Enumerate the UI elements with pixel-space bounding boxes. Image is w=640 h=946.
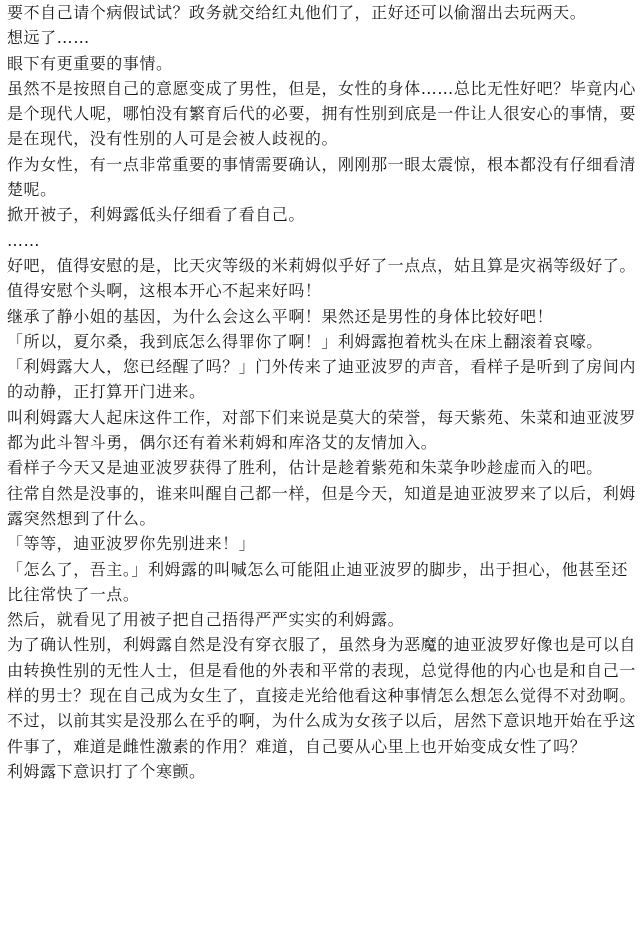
paragraph-1: 要不自己请个病假试试？政务就交给红丸他们了，正好还可以偷溜出去玩两天。 [7,3,587,22]
paragraph-5: 作为女性，有一点非常重要的事情需要确认，刚刚那一眼太震惊，根本都没有仔细看清楚呢。 [7,154,636,200]
paragraph-7: …… [7,230,41,250]
paragraph-20: 不过，以前其实是没那么在乎的啊，为什么成为女孩子以后，居然下意识地开始在乎这件事了，难道是雌性激素的作用？难道，自己要从心里上也开始变成女性了吗？ [7,711,636,756]
paragraph-18: 然后，就看见了用被子把自己捂得严严实实的利姆露。 [7,610,405,630]
paragraph-11: 「所以，夏尔桑，我到底怎么得罪你了啊！」利姆露抱着枕头在床上翻滚着哀嚎。 [7,331,603,351]
paragraph-3: 眼下有更重要的事情。 [7,53,173,73]
paragraph-15: 往常自然是没事的，谁来叫醒自己都一样，但是今天，知道是迪亚波罗来了以后，利姆露突然想到了什么。 [7,483,636,528]
paragraph-14: 看样子今天又是迪亚波罗获得了胜利，估计是趁着紫苑和朱菜争吵趁虚而入的吧。 [7,458,603,478]
paragraph-19: 为了确认性别，利姆露自然是没有穿衣服了，虽然身为恶魔的迪亚波罗好像也是可以自由转换性别的无性人士，但是看他的外表和平常的表现，总觉得他的内心也是和自己一样的男士？现在自己成为女生了，直接走光给他看这种事情怎么想怎么觉得不对劲啊。 [7,635,636,706]
paragraph-6: 掀开被子，利姆露低头仔细看了看自己。 [7,205,305,225]
paragraph-9: 值得安慰个头啊，这根本开心不起来好吗！ [7,281,322,301]
paragraph-10: 继承了静小姐的基因，为什么会这么平啊！果然还是男性的身体比较好吧！ [7,306,554,326]
paragraph-21: 利姆露下意识打了个寒颤。 [7,761,206,781]
paragraph-8: 好吧，值得安慰的是，比天灾等级的米莉姆似乎好了一点点，姑且算是灾祸等级好了。 [7,255,636,275]
paragraph-17: 「怎么了，吾主。」利姆露的叫喊怎么可能阻止迪亚波罗的脚步，出于担心，他甚至还比往常快了一点。 [7,559,628,604]
paragraph-16: 「等等，迪亚波罗你先别进来！」 [7,534,256,554]
paragraph-4: 虽然不是按照自己的意愿变成了男性，但是，女性的身体……总比无性好吧？毕竟内心是个现代人呢，哪怕没有繁育后代的必要，拥有性别到底是一件让人很安心的事情，要是在现代，没有性别的人可是会被人歧视的。 [7,78,636,149]
paragraph-13: 叫利姆露大人起床这件工作，对部下们来说是莫大的荣誉，每天紫苑、朱菜和迪亚波罗都为此斗智斗勇，偶尔还有着米莉姆和库洛艾的友情加入。 [7,407,636,453]
paragraph-12: 「利姆露大人，您已经醒了吗？」门外传来了迪亚波罗的声音，看样子是听到了房间内的动静，正打算开门进来。 [7,357,636,402]
paragraph-2: 想远了…… [7,28,90,48]
